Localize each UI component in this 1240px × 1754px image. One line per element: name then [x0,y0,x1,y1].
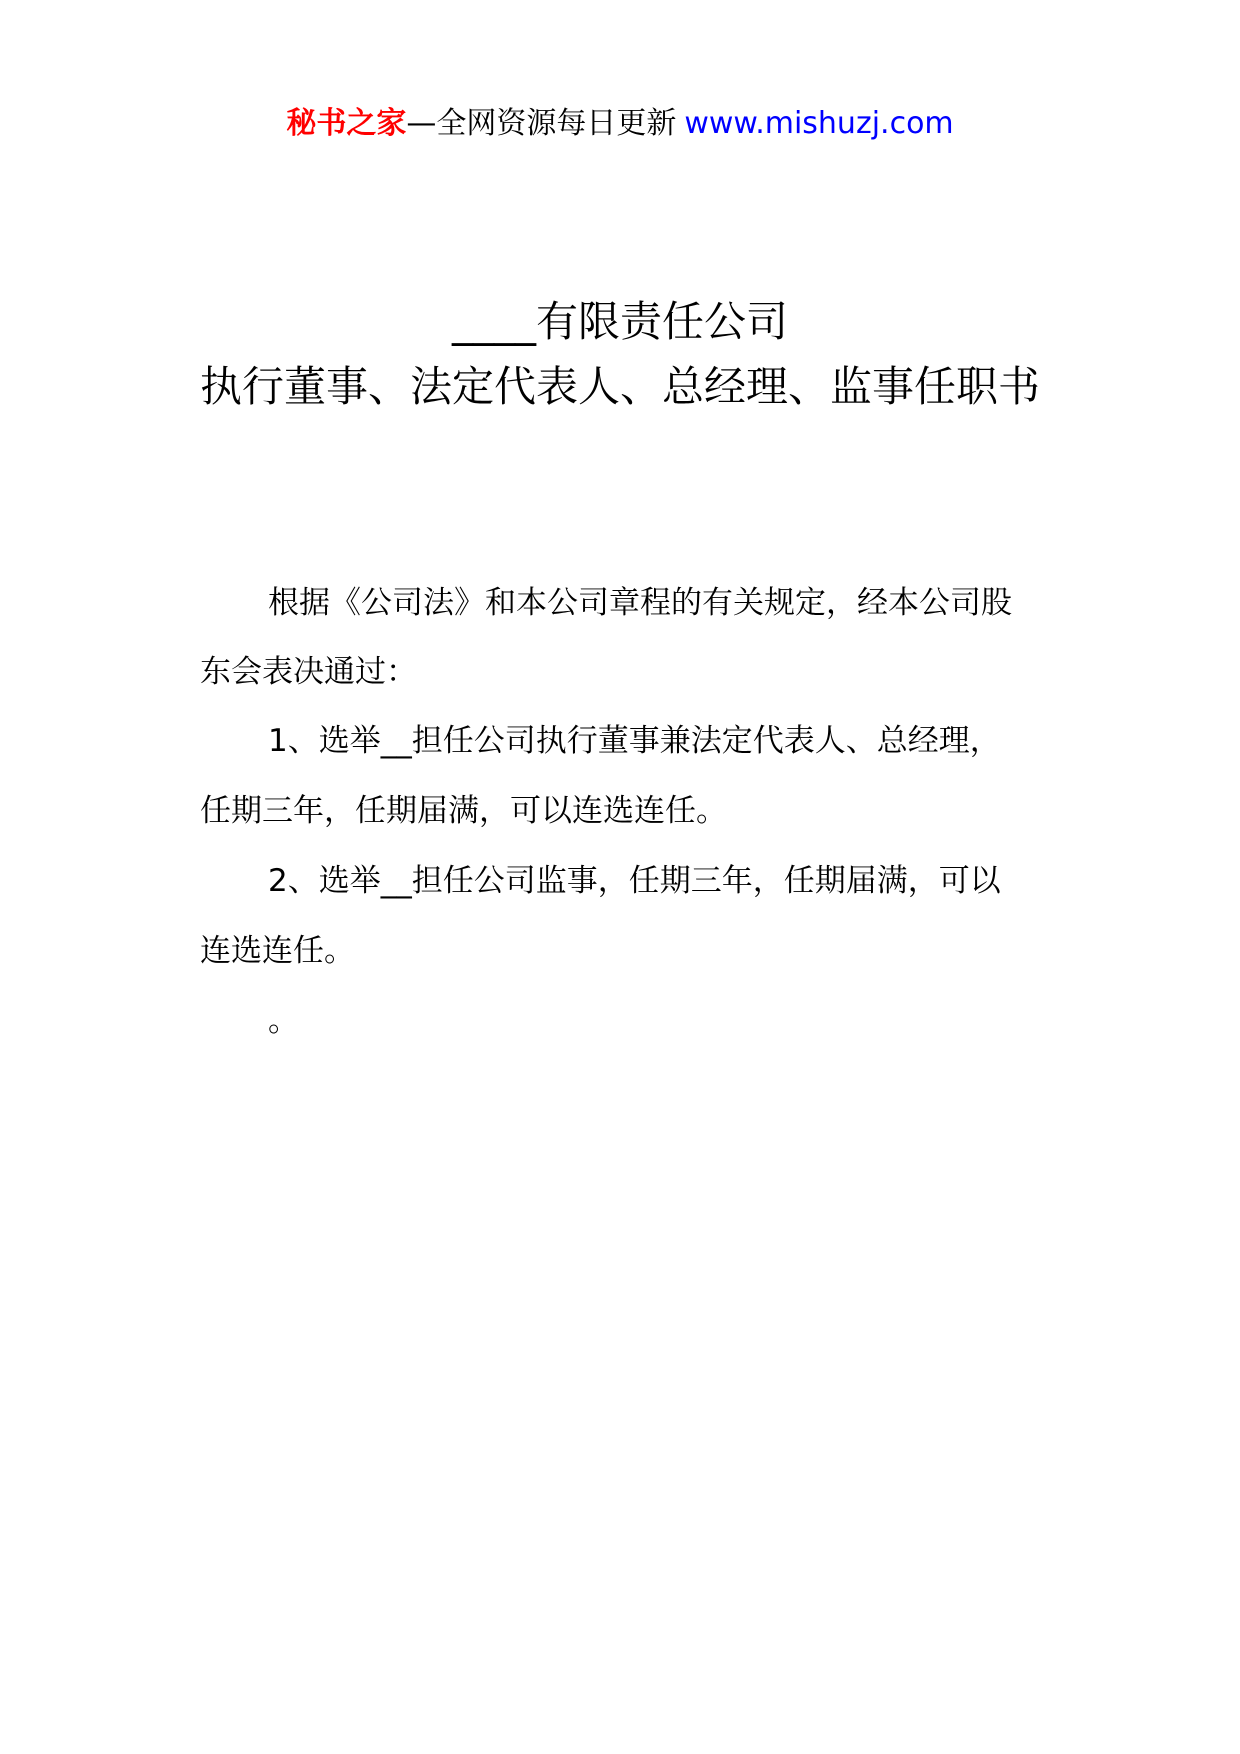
document-title-appointment: 执行董事、法定代表人、总经理、监事任职书 [199,362,1040,411]
body-line-3: 1、选举__担任公司执行董事兼法定代表人、总经理， [268,723,1001,759]
body-line-4: 任期三年，任期届满，可以连选连任。 [200,793,727,829]
body-line-2: 东会表决通过： [200,654,417,690]
body-line-1: 根据《公司法》和本公司章程的有关规定，经本公司股 [268,585,1012,621]
body-line-6: 连选连任。 [200,933,355,969]
body-line-5: 2、选举__担任公司监事，任期三年，任期届满，可以 [268,863,1001,899]
site-header [0,98,1240,150]
brand-name: 秘书之家 [286,106,407,141]
body-line-7: 。 [268,1003,299,1039]
site-url-link[interactable]: www.mishuzj.com [684,106,954,141]
header-tagline: —全网资源每日更新 [406,106,677,141]
document-title-company: ____有限责任公司 [451,297,788,346]
